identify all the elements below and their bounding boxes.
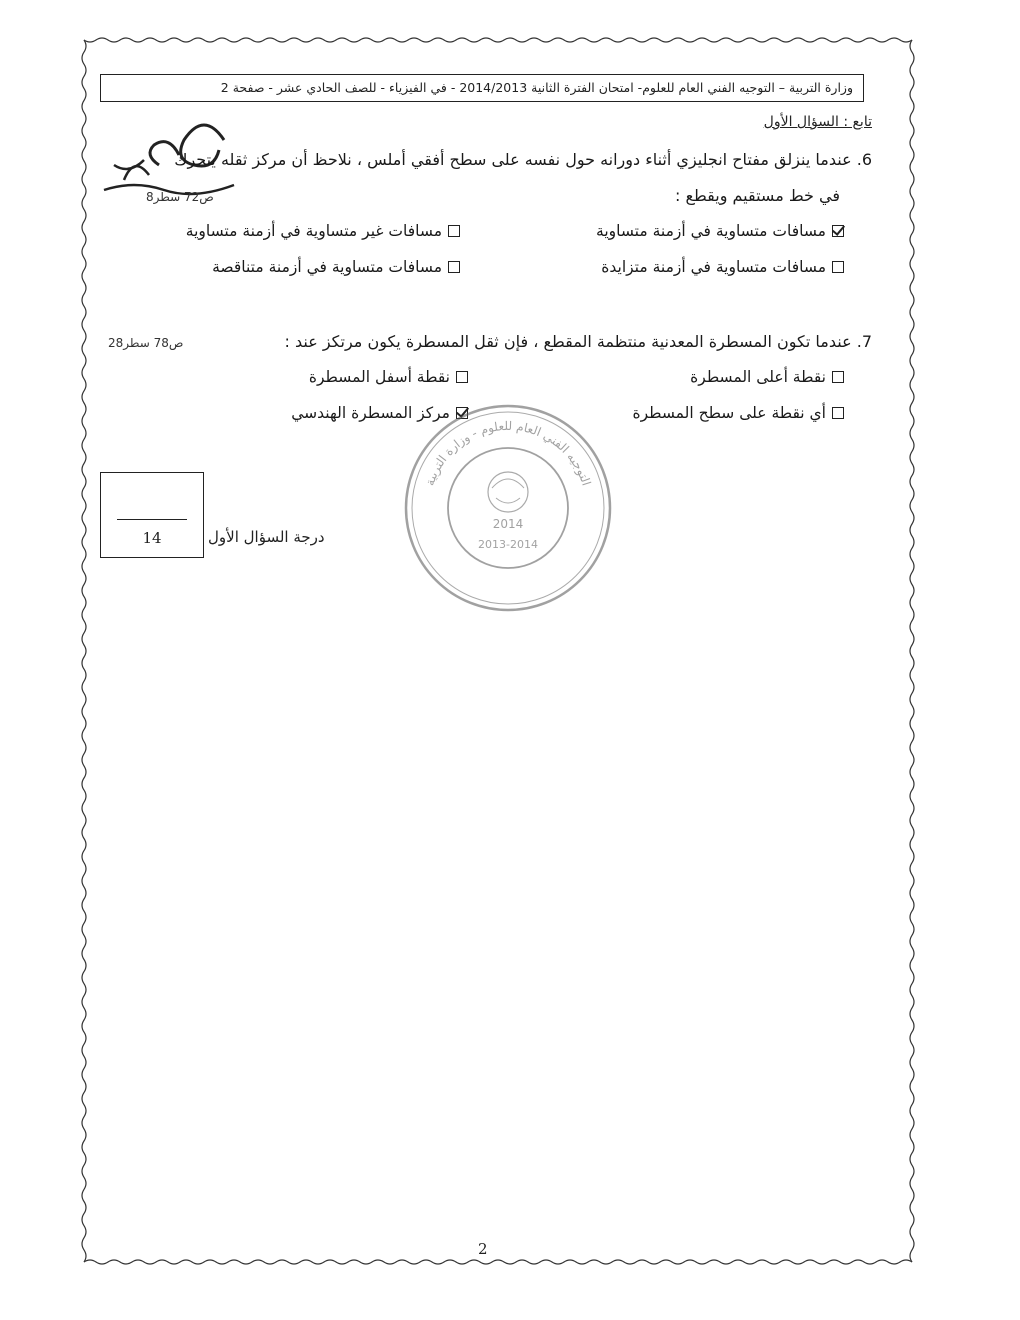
question-7-option-2[interactable] <box>309 368 468 386</box>
question-7-number: 7. <box>856 332 872 351</box>
option-label: أي نقطة على سطح المسطرة <box>632 404 826 422</box>
checkbox-icon[interactable] <box>832 261 844 273</box>
checkbox-icon[interactable] <box>832 371 844 383</box>
question-7-text: عندما تكون المسطرة المعدنية منتظمة المقطع ، فإن ثقل المسطرة يكون مرتكز عند : <box>284 332 852 351</box>
option-label: مركز المسطرة الهندسي <box>291 404 450 422</box>
svg-text:التوجيه الفني العام للعلوم - و: التوجيه الفني العام للعلوم - وزارة التربية <box>422 418 594 488</box>
exam-header <box>100 74 864 102</box>
question-7-option-3[interactable] <box>632 404 844 422</box>
page-number: 2 <box>478 1240 488 1258</box>
question-6-reference: ص72 سطر8 <box>146 190 214 204</box>
checkbox-icon[interactable] <box>456 371 468 383</box>
svg-text:2014: 2014 <box>492 517 524 531</box>
question-7-line1 <box>285 332 873 351</box>
checkbox-icon[interactable] <box>448 261 460 273</box>
question-7-reference: ص78 سطر28 <box>108 336 184 350</box>
checkbox-checked-icon[interactable] <box>832 225 844 237</box>
option-label: مسافات متساوية في أزمنة متساوية <box>596 222 826 240</box>
continuation-label: تابع : السؤال الأول <box>763 114 872 130</box>
option-label: نقطة أسفل المسطرة <box>308 368 450 386</box>
question-6-line1 <box>174 150 872 169</box>
question-6-line2: في خط مستقيم ويقطع : <box>675 186 840 205</box>
question-6-option-1[interactable] <box>596 222 844 240</box>
question-7-option-1[interactable] <box>690 368 844 386</box>
option-label: مسافات متساوية في أزمنة متزايدة <box>601 258 826 276</box>
option-label: نقطة أعلى المسطرة <box>690 368 826 386</box>
exam-header-text: وزارة التربية – التوجيه الفني العام للعلوم- امتحان الفترة الثانية 2014/2013 - في الفيزياء - للصف الحادي عشر - صفحة 2 <box>220 80 853 95</box>
question-6-option-2[interactable] <box>186 222 460 240</box>
option-label: مسافات متساوية في أزمنة متناقصة <box>212 258 442 276</box>
question-6-number: 6. <box>856 150 872 169</box>
checkbox-icon[interactable] <box>832 407 844 419</box>
checkbox-icon[interactable] <box>448 225 460 237</box>
question-6-text: عندما ينزلق مفتاح انجليزي أثناء دورانه حول نفسه على سطح أفقي أملس ، نلاحظ أن مركز ثقله يتحرك <box>174 150 852 169</box>
official-stamp <box>400 400 616 616</box>
score-box <box>100 472 204 558</box>
question-6-option-3[interactable] <box>601 258 844 276</box>
option-label: مسافات غير متساوية في أزمنة متساوية <box>185 222 442 240</box>
svg-text:2013-2014: 2013-2014 <box>478 538 538 551</box>
score-value: 14 <box>142 529 162 547</box>
score-divider <box>117 519 187 520</box>
score-label: درجة السؤال الأول <box>208 528 325 546</box>
question-6-option-4[interactable] <box>212 258 460 276</box>
